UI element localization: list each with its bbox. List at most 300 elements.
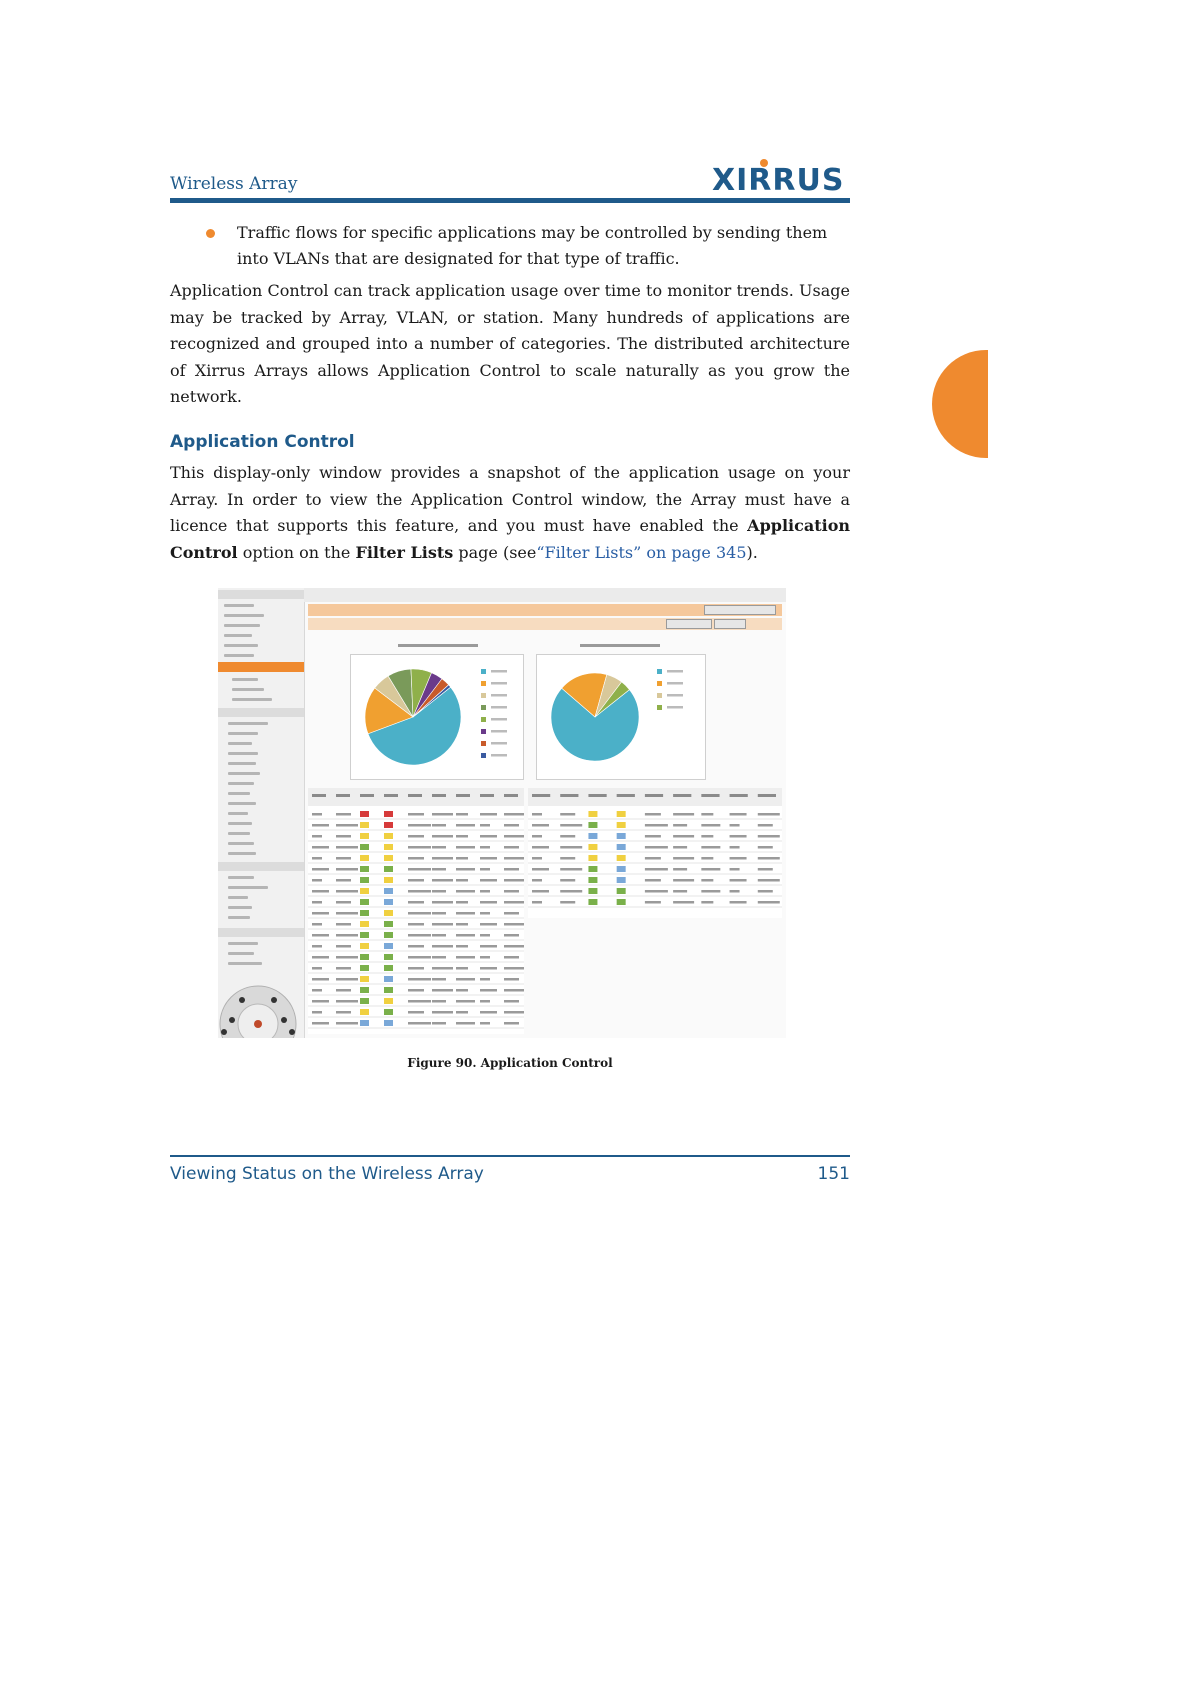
table-level-badge	[360, 844, 369, 850]
table-cell-text	[673, 879, 694, 882]
table-level-badge	[360, 899, 369, 905]
table-cell-text	[408, 923, 424, 926]
table-cell-text	[456, 890, 475, 893]
table-cell-text	[532, 824, 549, 827]
table-cell-text	[758, 813, 780, 816]
table-header-label	[480, 794, 494, 797]
table-cell-text	[312, 835, 322, 838]
table-cell-text	[456, 1000, 475, 1003]
figure-caption: Figure 90. Application Control	[407, 1056, 613, 1070]
paragraph-text-4: ).	[746, 542, 758, 562]
table-level-badge	[360, 987, 369, 993]
table-cell-text	[758, 857, 780, 860]
table-level-badge	[617, 811, 626, 817]
right-chart-title	[580, 644, 660, 647]
table-cell-text	[645, 824, 668, 827]
table-cell-text	[701, 868, 720, 871]
sidebar-line	[228, 852, 256, 855]
table-cell-text	[408, 1011, 424, 1014]
table-level-badge	[384, 954, 393, 960]
section-paragraph	[170, 460, 850, 566]
table-cell-text	[504, 813, 524, 816]
table-level-badge	[384, 877, 393, 883]
legend-swatch	[481, 717, 486, 722]
sidebar-line	[228, 812, 248, 815]
left-pie-slices	[365, 669, 461, 765]
table-cell-text	[336, 846, 358, 849]
sidebar-line	[228, 752, 258, 755]
table-cell-text	[730, 868, 740, 871]
table-cell-text	[480, 978, 490, 981]
sidebar-line	[228, 742, 252, 745]
table-level-badge	[617, 855, 626, 861]
table-cell-text	[312, 813, 322, 816]
table-cell-text	[645, 846, 668, 849]
table-header-label	[645, 794, 663, 797]
table-cell-text	[432, 923, 453, 926]
table-header-label	[532, 794, 550, 797]
legend-label-line	[667, 670, 683, 673]
table-header-label	[701, 794, 719, 797]
table-cell-text	[504, 1000, 519, 1003]
table-cell-text	[504, 934, 519, 937]
table-cell-text	[432, 912, 446, 915]
table-cell-text	[480, 912, 490, 915]
table-cell-text	[312, 890, 329, 893]
sidebar-line	[228, 792, 250, 795]
table-level-badge	[384, 899, 393, 905]
table-level-badge	[384, 811, 393, 817]
right-pie-slices	[551, 673, 639, 761]
table-level-badge	[617, 866, 626, 872]
table-level-badge	[360, 943, 369, 949]
table-cell-text	[408, 846, 431, 849]
sidebar-line	[228, 782, 254, 785]
table-level-badge	[588, 844, 597, 850]
table-level-badge	[360, 965, 369, 971]
left-pie-panel	[350, 654, 524, 780]
table-cell-text	[432, 945, 453, 948]
table-cell-text	[456, 824, 475, 827]
table-level-badge	[617, 877, 626, 883]
legend-label-line	[491, 670, 507, 673]
table-cell-text	[432, 824, 446, 827]
table-cell-text	[408, 868, 431, 871]
legend-label-line	[491, 730, 507, 733]
table-cell-text	[480, 967, 497, 970]
table-cell-text	[336, 923, 351, 926]
table-cell-text	[673, 835, 694, 838]
table-cell-text	[730, 890, 740, 893]
table-level-badge	[360, 932, 369, 938]
table-cell-text	[432, 1011, 453, 1014]
sidebar-line	[228, 952, 254, 955]
table-cell-text	[312, 934, 329, 937]
table-cell-text	[532, 846, 549, 849]
table-level-badge	[384, 822, 393, 828]
legend-label-line	[491, 682, 507, 685]
table-cell-text	[456, 868, 475, 871]
table-level-badge	[384, 1009, 393, 1015]
left-chart-title	[398, 644, 478, 647]
table-cell-text	[408, 835, 424, 838]
paragraph-text-2: option on the	[237, 542, 356, 562]
sidebar-line	[228, 822, 252, 825]
table-cell-text	[336, 857, 351, 860]
table-level-badge	[360, 1020, 369, 1026]
table-level-badge	[384, 888, 393, 894]
sidebar-line	[228, 772, 260, 775]
sidebar-line	[228, 886, 268, 889]
table-cell-text	[480, 868, 490, 871]
table-cell-text	[336, 989, 351, 992]
sidebar-line	[224, 654, 254, 657]
table-cell-text	[532, 868, 549, 871]
table-cell-text	[336, 1000, 358, 1003]
right-pie-panel	[536, 654, 706, 780]
table-level-badge	[360, 811, 369, 817]
table-cell-text	[408, 813, 424, 816]
table-cell-text	[408, 956, 431, 959]
table-level-badge	[384, 833, 393, 839]
table-cell-text	[312, 956, 329, 959]
filter-lists-link[interactable]: “Filter Lists” on page 345	[536, 542, 747, 562]
table-cell-text	[673, 857, 694, 860]
table-cell-text	[701, 835, 713, 838]
table-cell-text	[432, 868, 446, 871]
table-cell-text	[701, 901, 713, 904]
intro-paragraph: Application Control can track application usage over time to monitor trends. Usage may be tracked by Array, VLAN, or station. Many hundreds of applications are recognized and grouped into a number of categories. The distributed architecture of Xirrus Arrays allows Application Control to scale naturally as you grow the network.	[170, 281, 850, 406]
table-level-badge	[360, 866, 369, 872]
footer-section-title: Viewing Status on the Wireless Array	[170, 1164, 484, 1184]
sidebar-line	[228, 842, 254, 845]
table-cell-text	[560, 890, 582, 893]
table-cell-text	[758, 835, 780, 838]
sidebar-section	[218, 928, 304, 937]
table-cell-text	[408, 857, 424, 860]
xirrus-logo	[712, 158, 852, 194]
sidebar-line	[228, 916, 250, 919]
left-pie-legend	[481, 669, 507, 758]
table-cell-text	[312, 1011, 322, 1014]
table-cell-text	[701, 890, 720, 893]
table-level-badge	[384, 932, 393, 938]
table-cell-text	[480, 934, 490, 937]
table-level-badge	[360, 833, 369, 839]
table-cell-text	[432, 956, 446, 959]
sidebar-line	[228, 732, 258, 735]
sidebar-line	[232, 698, 272, 701]
paragraph-text-1: This display-only window provides a snapshot of the application usage on your Array. In order to view the Application Control window, the Array must have a licence that supports this feature, and you must have enabled the	[170, 463, 850, 535]
table-cell-text	[408, 912, 431, 915]
table-header-label	[336, 794, 350, 797]
legend-swatch	[481, 753, 486, 758]
bullet-text: Traffic flows for specific applications may be controlled by sending them into VLANs that are designated for that type of traffic.	[237, 223, 828, 268]
table-cell-text	[730, 857, 747, 860]
table-cell-text	[432, 934, 446, 937]
table-cell-text	[312, 978, 329, 981]
table-cell-text	[312, 1000, 329, 1003]
screenshot-button	[714, 619, 746, 629]
left-table-rows	[308, 788, 524, 1034]
table-header-label	[730, 794, 748, 797]
table-cell-text	[480, 835, 497, 838]
legend-swatch	[657, 693, 662, 698]
table-cell-text	[504, 857, 524, 860]
table-cell-text	[532, 835, 542, 838]
table-level-badge	[384, 910, 393, 916]
table-cell-text	[701, 879, 713, 882]
table-header-label	[456, 794, 470, 797]
table-level-badge	[360, 921, 369, 927]
table-cell-text	[456, 835, 468, 838]
table-cell-text	[456, 956, 475, 959]
table-level-badge	[360, 976, 369, 982]
table-cell-text	[480, 824, 490, 827]
table-header-label	[360, 794, 374, 797]
table-cell-text	[456, 945, 468, 948]
table-level-badge	[588, 833, 597, 839]
table-cell-text	[758, 901, 780, 904]
right-traffic-table	[528, 788, 782, 918]
table-cell-text	[673, 824, 687, 827]
table-cell-text	[480, 956, 490, 959]
sidebar-line	[224, 644, 258, 647]
table-cell-text	[532, 813, 542, 816]
table-cell-text	[504, 912, 519, 915]
table-level-badge	[588, 877, 597, 883]
table-cell-text	[504, 989, 524, 992]
table-cell-text	[730, 846, 740, 849]
table-cell-text	[560, 879, 575, 882]
bold-application-control: Application Control	[170, 516, 850, 562]
sidebar-line	[232, 678, 258, 681]
table-level-badge	[617, 833, 626, 839]
table-cell-text	[432, 879, 453, 882]
table-cell-text	[432, 835, 453, 838]
table-level-badge	[360, 998, 369, 1004]
table-cell-text	[336, 978, 358, 981]
table-cell-text	[336, 824, 358, 827]
table-cell-text	[336, 956, 358, 959]
table-level-badge	[360, 822, 369, 828]
table-cell-text	[456, 879, 468, 882]
bold-filter-lists: Filter Lists	[355, 542, 454, 562]
table-cell-text	[456, 923, 468, 926]
table-header-label	[560, 794, 578, 797]
table-cell-text	[312, 846, 329, 849]
legend-swatch	[481, 669, 486, 674]
table-cell-text	[456, 857, 468, 860]
table-cell-text	[336, 934, 358, 937]
right-pie-legend	[657, 669, 683, 710]
table-level-badge	[360, 954, 369, 960]
table-cell-text	[336, 901, 351, 904]
table-cell-text	[312, 857, 322, 860]
svg-text:XIRRUS: XIRRUS	[712, 163, 845, 194]
paragraph-text-3: page (see	[453, 542, 537, 562]
table-cell-text	[504, 835, 524, 838]
table-cell-text	[504, 1022, 519, 1025]
table-level-badge	[588, 822, 597, 828]
table-cell-text	[560, 846, 582, 849]
table-level-badge	[617, 899, 626, 905]
table-level-badge	[384, 987, 393, 993]
sidebar-section	[218, 708, 304, 717]
table-level-badge	[384, 844, 393, 850]
sidebar-line	[228, 762, 256, 765]
table-cell-text	[560, 868, 582, 871]
table-header-label	[673, 794, 691, 797]
sidebar-line	[228, 896, 248, 899]
table-cell-text	[758, 846, 773, 849]
table-cell-text	[532, 901, 542, 904]
table-cell-text	[504, 846, 519, 849]
table-cell-text	[480, 846, 490, 849]
table-cell-text	[673, 901, 694, 904]
table-cell-text	[456, 978, 475, 981]
table-cell-text	[432, 857, 453, 860]
table-header-label	[617, 794, 635, 797]
table-cell-text	[408, 934, 431, 937]
table-level-badge	[360, 910, 369, 916]
table-cell-text	[560, 901, 575, 904]
table-cell-text	[336, 813, 351, 816]
table-level-badge	[384, 1020, 393, 1026]
table-level-badge	[360, 855, 369, 861]
table-header-label	[504, 794, 518, 797]
table-level-badge	[384, 998, 393, 1004]
legend-swatch	[657, 705, 662, 710]
application-control-screenshot	[218, 588, 786, 1038]
sidebar-line	[228, 962, 262, 965]
table-cell-text	[758, 890, 773, 893]
table-cell-text	[456, 813, 468, 816]
legend-swatch	[481, 729, 486, 734]
table-level-badge	[588, 899, 597, 905]
table-level-badge	[384, 921, 393, 927]
table-cell-text	[730, 835, 747, 838]
table-cell-text	[480, 1022, 490, 1025]
screenshot-button	[666, 619, 712, 629]
bullet-dot-icon	[206, 229, 215, 238]
legend-label-line	[667, 706, 683, 709]
table-cell-text	[645, 879, 661, 882]
table-cell-text	[730, 901, 747, 904]
table-level-badge	[384, 976, 393, 982]
table-level-badge	[384, 855, 393, 861]
table-cell-text	[456, 967, 468, 970]
table-cell-text	[312, 967, 322, 970]
table-cell-text	[408, 989, 424, 992]
table-cell-text	[645, 813, 661, 816]
table-cell-text	[336, 967, 351, 970]
table-header-label	[312, 794, 326, 797]
table-cell-text	[532, 879, 542, 882]
sidebar-section	[218, 590, 304, 599]
table-cell-text	[532, 890, 549, 893]
table-cell-text	[312, 868, 329, 871]
sidebar-line	[224, 614, 264, 617]
sidebar-selected-item	[218, 662, 304, 672]
header-rule	[170, 198, 850, 203]
table-cell-text	[336, 890, 358, 893]
table-cell-text	[504, 879, 524, 882]
table-cell-text	[758, 824, 773, 827]
legend-swatch	[657, 669, 662, 674]
table-cell-text	[560, 835, 575, 838]
table-cell-text	[480, 813, 497, 816]
navigation-wheel-icon	[218, 984, 302, 1038]
table-cell-text	[312, 989, 322, 992]
table-cell-text	[408, 824, 431, 827]
legend-swatch	[481, 693, 486, 698]
table-cell-text	[408, 945, 424, 948]
table-cell-text	[432, 1022, 446, 1025]
sidebar-line	[228, 722, 268, 725]
table-cell-text	[701, 846, 720, 849]
table-cell-text	[480, 923, 497, 926]
table-cell-text	[645, 857, 661, 860]
footer-rule	[170, 1155, 850, 1157]
table-cell-text	[408, 978, 431, 981]
table-cell-text	[480, 1011, 497, 1014]
table-cell-text	[701, 824, 720, 827]
section-heading: Application Control	[170, 432, 355, 452]
legend-label-line	[667, 694, 683, 697]
sidebar-line	[232, 688, 264, 691]
legend-swatch	[481, 705, 486, 710]
table-cell-text	[432, 901, 453, 904]
table-cell-text	[336, 1011, 351, 1014]
table-cell-text	[560, 824, 582, 827]
table-cell-text	[701, 813, 713, 816]
table-cell-text	[504, 923, 524, 926]
table-level-badge	[360, 888, 369, 894]
table-cell-text	[673, 890, 687, 893]
table-cell-text	[432, 967, 453, 970]
table-header-label	[758, 794, 776, 797]
table-cell-text	[673, 813, 694, 816]
table-cell-text	[312, 923, 322, 926]
legend-label-line	[491, 742, 507, 745]
table-cell-text	[480, 945, 497, 948]
table-cell-text	[456, 912, 475, 915]
table-cell-text	[432, 846, 446, 849]
right-table-rows	[528, 788, 782, 918]
table-cell-text	[480, 901, 497, 904]
sidebar-line	[228, 942, 258, 945]
table-cell-text	[504, 824, 519, 827]
table-header-label	[588, 794, 606, 797]
table-cell-text	[730, 813, 747, 816]
screenshot-topbar	[304, 588, 786, 602]
table-header-label	[408, 794, 422, 797]
table-cell-text	[645, 890, 668, 893]
table-cell-text	[673, 846, 687, 849]
table-cell-text	[560, 813, 575, 816]
table-cell-text	[432, 978, 446, 981]
table-cell-text	[673, 868, 687, 871]
table-cell-text	[504, 901, 524, 904]
table-cell-text	[312, 879, 322, 882]
table-cell-text	[730, 879, 747, 882]
table-level-badge	[617, 844, 626, 850]
legend-swatch	[481, 681, 486, 686]
table-cell-text	[645, 835, 661, 838]
table-level-badge	[360, 877, 369, 883]
chapter-tab-marker	[932, 350, 988, 458]
